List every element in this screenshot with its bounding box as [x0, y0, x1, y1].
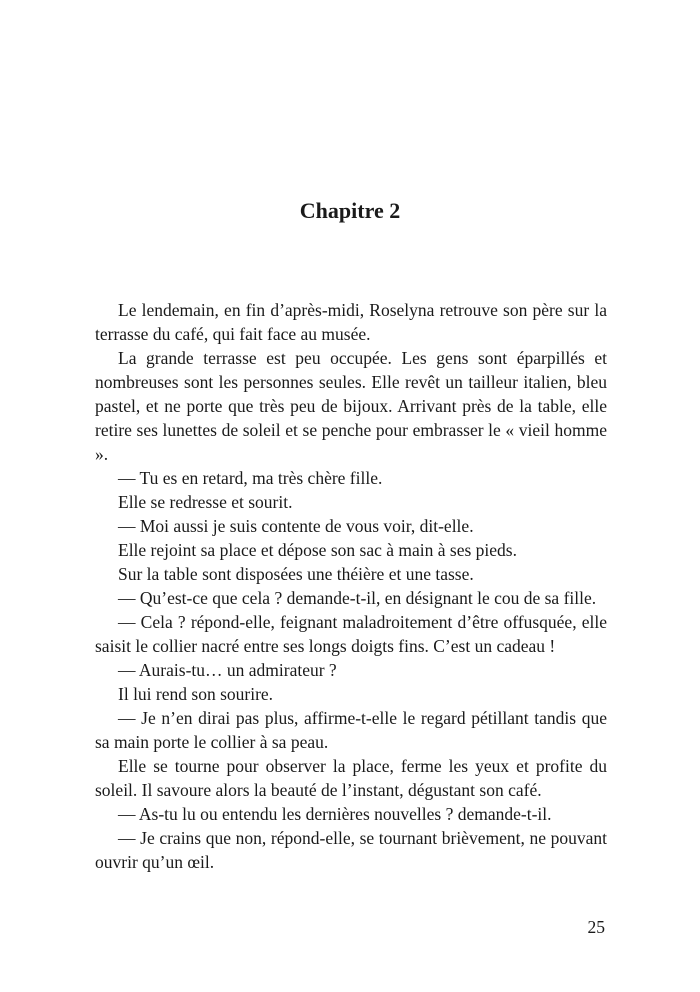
- paragraph: Le lendemain, en fin d’après-midi, Roselyna retrouve son père sur la terrasse du café, qui fait face au musée.: [95, 300, 607, 344]
- paragraph: Il lui rend son sourire.: [118, 684, 274, 704]
- paragraph: La grande terrasse est peu occupée. Les gens sont éparpillés et nombreuses sont les personnes seules. Elle revêt un tailleur italien, bleu pastel, et ne porte que très peu de bijoux. Arrivant près de la table, elle retire ses lunettes de soleil et se penche pour embrasser le « vieil homme ».: [95, 348, 607, 464]
- body-text: [95, 298, 607, 874]
- paragraph: Elle se tourne pour observer la place, ferme les yeux et profite du soleil. Il savoure alors la beauté de l’instant, dégustant son café.: [95, 756, 607, 800]
- paragraph: — Je crains que non, répond-elle, se tournant brièvement, ne pouvant ouvrir qu’un œil.: [95, 828, 607, 872]
- paragraph: — As-tu lu ou entendu les dernières nouvelles ? demande-t-il.: [118, 804, 552, 824]
- page-number: 25: [587, 917, 605, 937]
- paragraph: Elle rejoint sa place et dépose son sac à main à ses pieds.: [118, 540, 517, 560]
- paragraph: Sur la table sont disposées une théière et une tasse.: [118, 564, 474, 584]
- paragraph: — Je n’en dirai pas plus, affirme-t-elle le regard pétillant tandis que sa main porte le collier à sa peau.: [95, 708, 607, 752]
- chapter-title: Chapitre 2: [299, 198, 401, 223]
- paragraph: — Moi aussi je suis contente de vous voir, dit-elle.: [118, 516, 474, 536]
- paragraph: — Tu es en retard, ma très chère fille.: [118, 468, 383, 488]
- paragraph: Elle se redresse et sourit.: [118, 492, 293, 512]
- paragraph: — Cela ? répond-elle, feignant maladroitement d’être offusquée, elle saisit le collier nacré entre ses longs doigts fins. C’est un cadeau !: [95, 612, 607, 656]
- paragraph: — Aurais-tu… un admirateur ?: [118, 660, 337, 680]
- paragraph: — Qu’est-ce que cela ? demande-t-il, en désignant le cou de sa fille.: [118, 588, 597, 608]
